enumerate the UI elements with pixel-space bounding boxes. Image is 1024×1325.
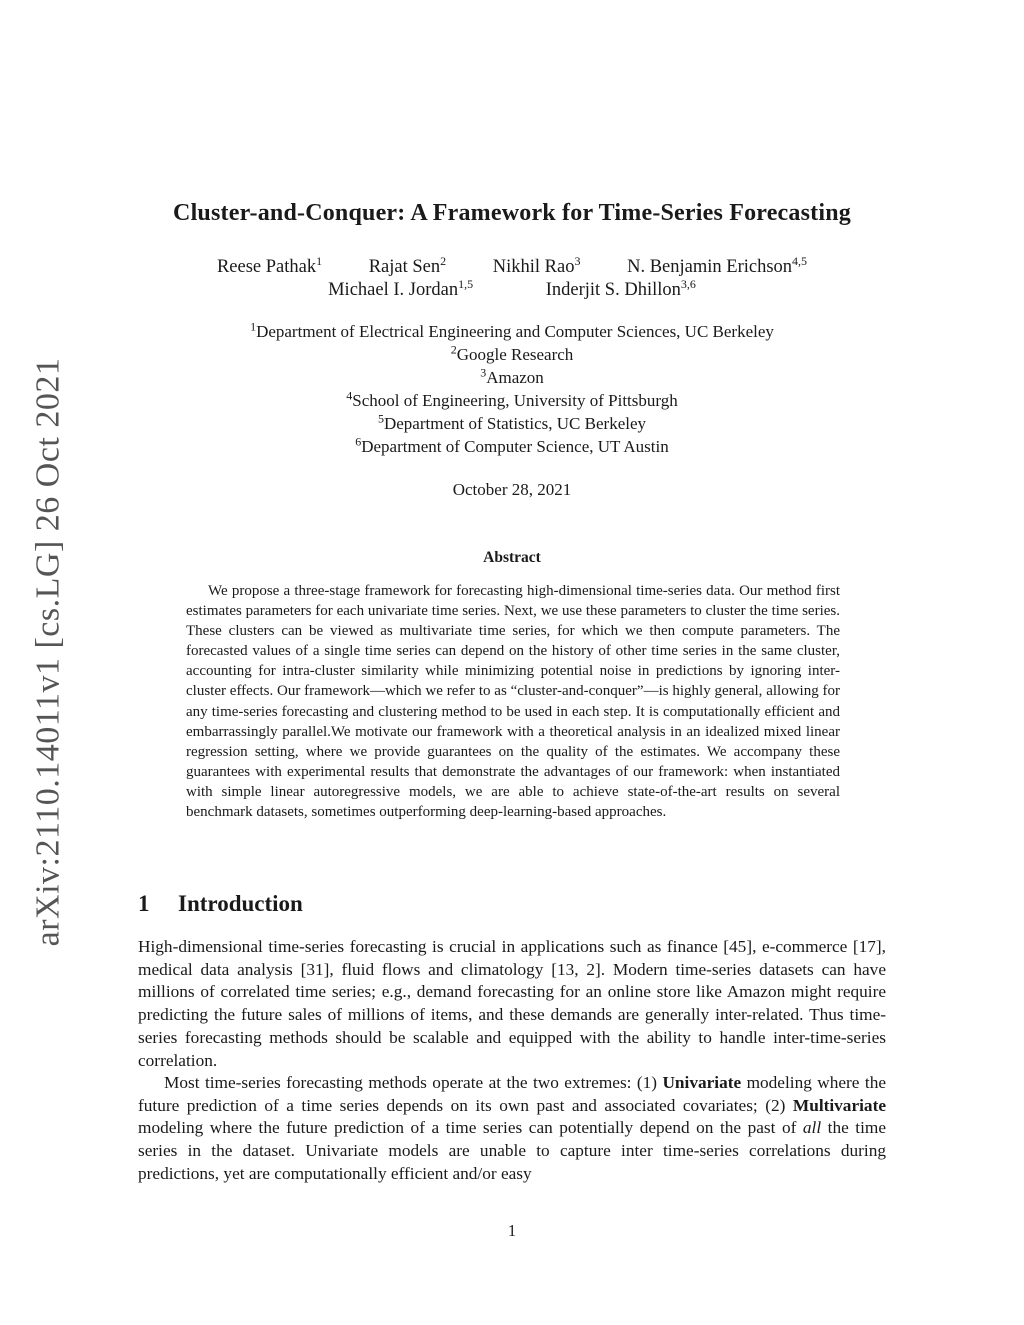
author bbox=[492, 253, 581, 278]
author bbox=[545, 276, 696, 301]
paper-date: October 28, 2021 bbox=[452, 480, 572, 499]
author-affil-mark: 4,5 bbox=[792, 253, 808, 268]
section-title: Introduction bbox=[178, 891, 303, 916]
author-name: N. Benjamin Erichson bbox=[627, 257, 793, 277]
arxiv-identifier: arXiv:2110.14011v1 [cs.LG] 26 Oct 2021 bbox=[29, 357, 66, 947]
author bbox=[328, 276, 474, 301]
affil-name: Department of Electrical Engineering and Computer Sciences, UC Berkeley bbox=[256, 322, 774, 341]
author-row-1 bbox=[0, 253, 1024, 278]
author-name: Nikhil Rao bbox=[492, 257, 575, 277]
abstract-heading: Abstract bbox=[483, 549, 541, 566]
author bbox=[368, 253, 447, 278]
intro-paragraph-2 bbox=[138, 1072, 886, 1186]
section-number: 1 bbox=[138, 891, 150, 916]
affiliation bbox=[0, 366, 1024, 389]
affiliation bbox=[0, 343, 1024, 366]
affil-name: Amazon bbox=[486, 368, 544, 387]
bold-term-univariate: Univariate bbox=[662, 1073, 742, 1092]
text-run: the time series in the dataset. Univariate models are unable to capture inter time-series correlations during predictions, yet are computationally efficient and/or easy bbox=[138, 1118, 887, 1183]
affil-name: Department of Statistics, UC Berkeley bbox=[383, 414, 647, 433]
affil-mark: 6 bbox=[355, 434, 362, 449]
affil-name: School of Engineering, University of Pittsburgh bbox=[352, 391, 678, 410]
author-name: Reese Pathak bbox=[216, 257, 317, 277]
affil-mark: 4 bbox=[346, 388, 353, 403]
text-run: Most time-series forecasting methods operate at the two extremes: (1) bbox=[164, 1073, 663, 1092]
author-affil-mark: 1,5 bbox=[458, 276, 474, 291]
page-number: 1 bbox=[507, 1221, 517, 1240]
author-affil-mark: 3,6 bbox=[680, 276, 696, 291]
affiliation bbox=[0, 389, 1024, 412]
abstract-text: We propose a three-stage framework for forecasting high-dimensional time-series data. Our method first estimates parameters for each univariate time series. Next, we use these parameters to cluster the time series. These clusters can be viewed as multivariate time series, for which we then compute parameters. The forecasted values of a single time series can depend on the history of other time series in the same cluster, accounting for intra-cluster similarity while minimizing potential noise in predictions by ignoring inter-cluster effects. Our framework—which we refer to as “cluster-and-conquer”—is highly general, allowing for any time-series forecasting and clustering method to be used in each step. It is computationally efficient and embarrassingly parallel.We motivate our framework with a theoretical analysis in an idealized mixed linear regression setting, where we provide guarantees on the quality of the estimates. We accompany these guarantees with experimental results that demonstrate the advantages of our framework: when instantiated with simple linear autoregressive models, we are able to achieve state-of-the-art results on several benchmark datasets, sometimes outperforming deep-learning-based approaches. bbox=[186, 583, 840, 821]
affiliation bbox=[0, 435, 1024, 458]
author-name: Rajat Sen bbox=[368, 257, 441, 277]
section-heading bbox=[138, 891, 303, 917]
affil-mark: 5 bbox=[377, 411, 384, 426]
affil-mark: 3 bbox=[480, 365, 487, 380]
text-run: modeling where the future prediction of a time series depends on its own past and associated covariates; (2) bbox=[138, 1073, 887, 1115]
author-name: Michael I. Jordan bbox=[328, 280, 459, 300]
author-name: Inderjit S. Dhillon bbox=[545, 280, 681, 300]
author bbox=[216, 253, 323, 278]
author-row-2 bbox=[0, 276, 1024, 301]
author-affil-mark: 1 bbox=[316, 253, 323, 268]
paper-title: Cluster-and-Conquer: A Framework for Time-Series Forecasting bbox=[173, 200, 851, 226]
author-affil-mark: 2 bbox=[440, 253, 447, 268]
italic-term-all: all bbox=[802, 1118, 822, 1138]
author bbox=[627, 253, 808, 278]
affil-name: Google Research bbox=[456, 345, 574, 364]
affiliation bbox=[0, 320, 1024, 343]
affiliation bbox=[0, 412, 1024, 435]
author-affil-mark: 3 bbox=[574, 253, 581, 268]
text-run: modeling where the future prediction of a time series can potentially depend on the past of bbox=[138, 1118, 803, 1138]
affil-mark: 2 bbox=[450, 342, 457, 357]
affil-name: Department of Computer Science, UT Austin bbox=[361, 437, 669, 456]
intro-paragraph-1: High-dimensional time-series forecasting is crucial in applications such as finance [45], e-commerce [17], medical data analysis [31], fluid flows and climatology [13, 2]. Modern time-series datasets can have millions of correlated time series; e.g., demand forecasting for an online store like Amazon might require predicting the future sales of millions of items, and these demands are generally inter-related. Thus time-series forecasting methods should be scalable and equipped with the ability to handle inter-time-series correlation. bbox=[138, 937, 886, 1070]
bold-term-multivariate: Multivariate bbox=[792, 1095, 886, 1115]
affiliations bbox=[0, 320, 1024, 458]
affil-mark: 1 bbox=[250, 319, 257, 334]
